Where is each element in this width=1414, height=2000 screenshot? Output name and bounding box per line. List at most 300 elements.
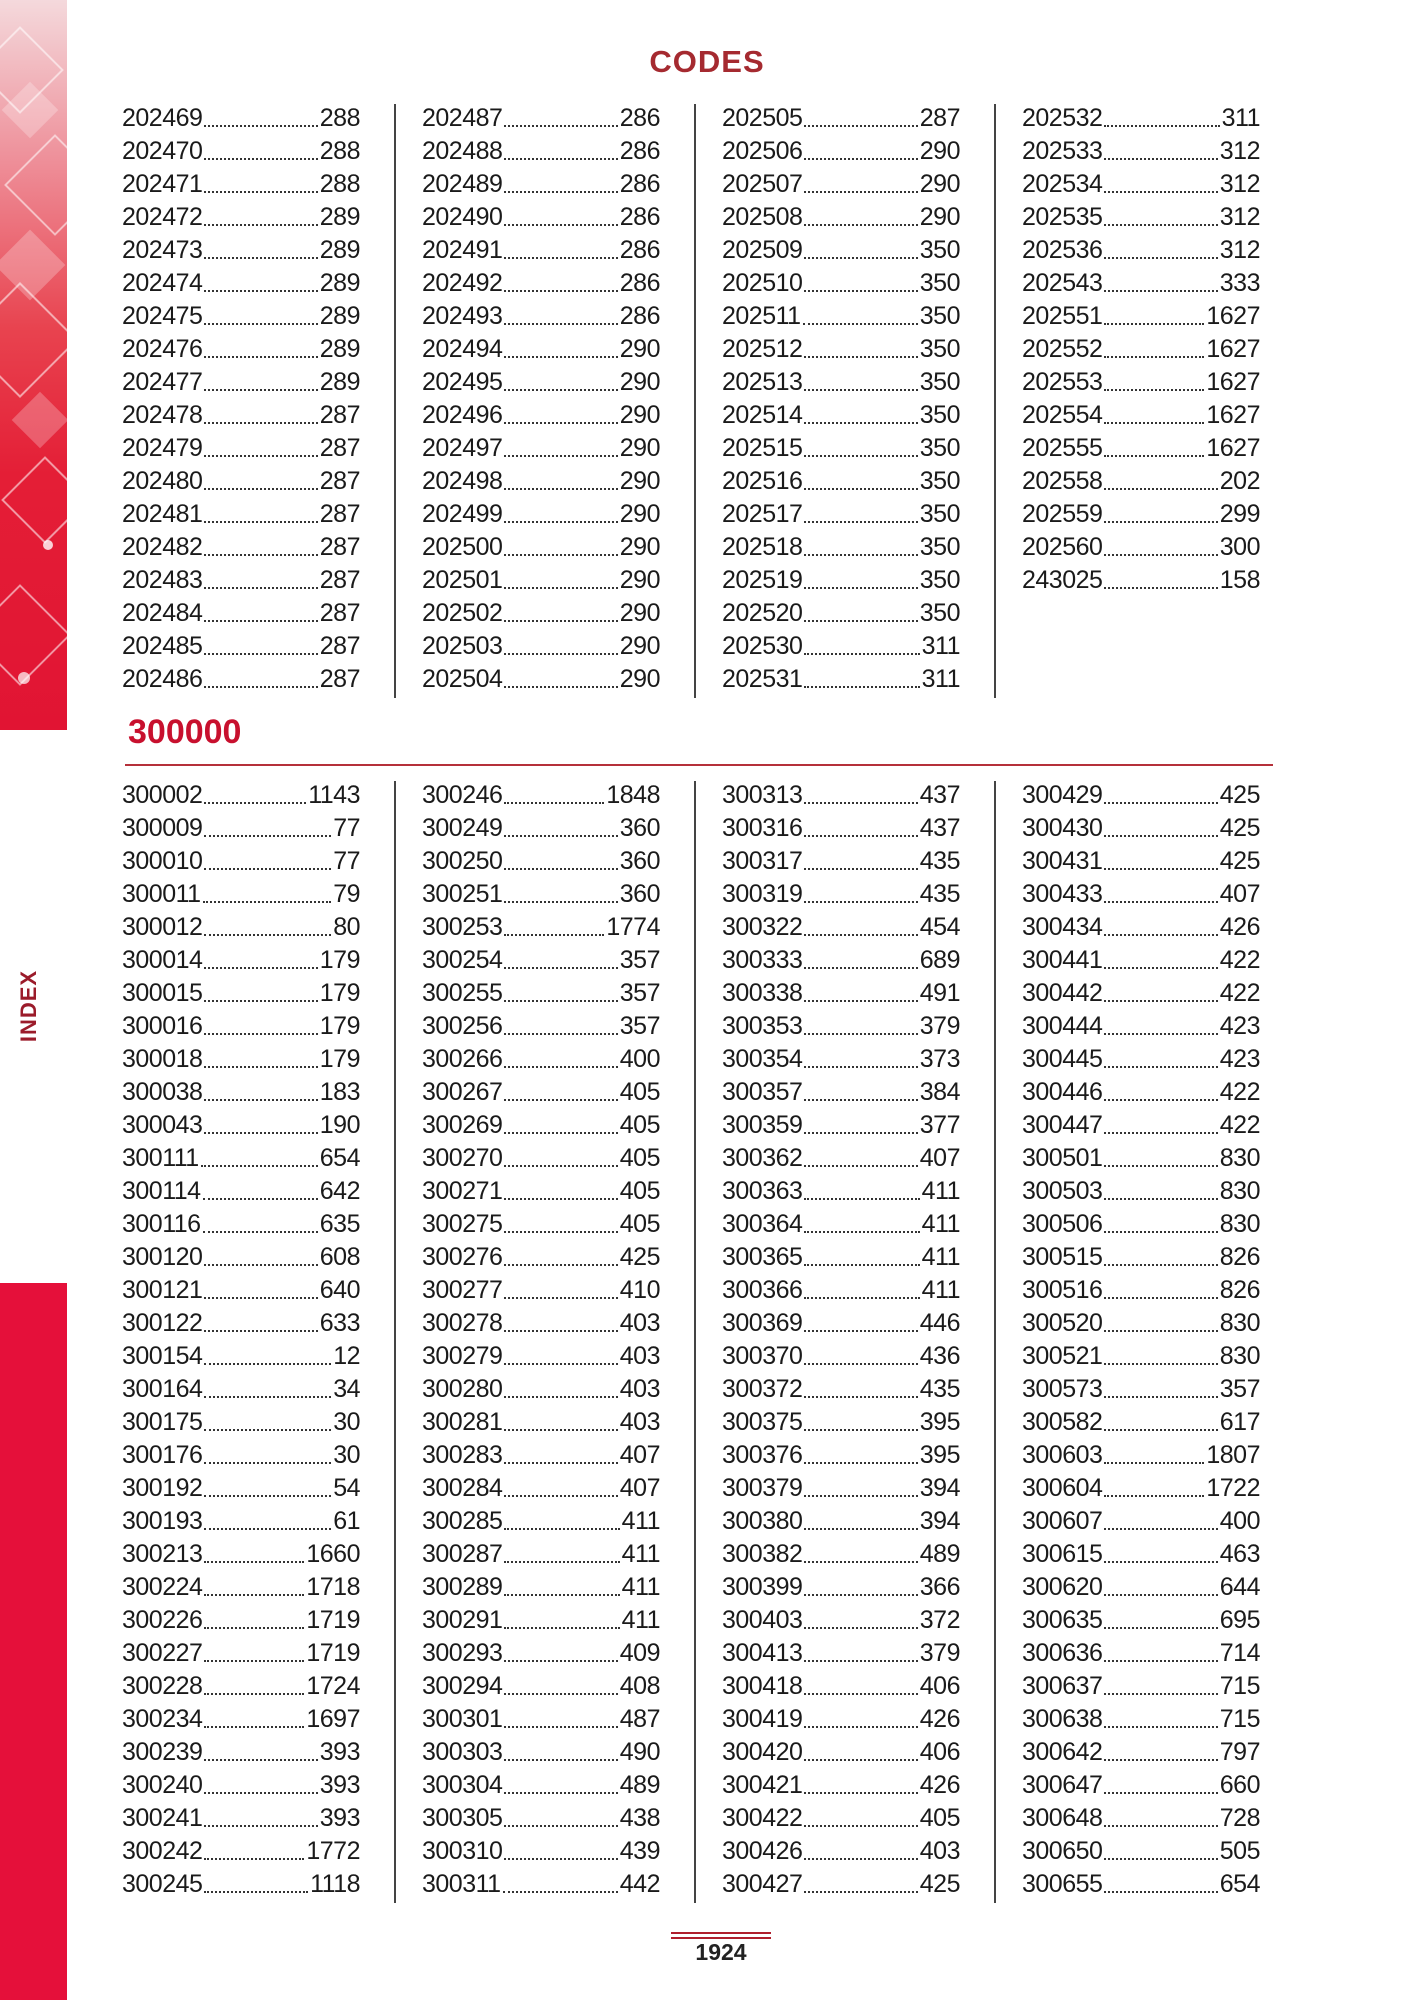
page-reference: 300 (1219, 533, 1260, 561)
index-entry (122, 399, 360, 432)
dot-leader (504, 1858, 617, 1860)
dot-leader (204, 554, 317, 556)
page-reference: 287 (319, 533, 360, 561)
product-code: 300267 (422, 1078, 503, 1106)
product-code: 300254 (422, 946, 503, 974)
page-reference: 357 (619, 979, 660, 1007)
page-reference: 617 (1219, 1408, 1260, 1436)
product-code: 300365 (722, 1243, 803, 1271)
page-reference: 30 (333, 1441, 360, 1469)
index-entry (1022, 1010, 1260, 1043)
dot-leader (204, 1330, 317, 1332)
index-entry (122, 1835, 360, 1868)
product-code: 300310 (422, 1837, 503, 1865)
product-code: 300164 (122, 1375, 203, 1403)
index-entry (422, 234, 660, 267)
page-reference: 425 (1219, 847, 1260, 875)
index-entry (122, 597, 360, 630)
dot-leader (503, 1891, 618, 1893)
product-code: 202503 (422, 632, 503, 660)
dot-leader (504, 802, 604, 804)
index-entry (422, 977, 660, 1010)
index-entry (422, 1274, 660, 1307)
page-reference: 1772 (306, 1837, 360, 1865)
product-code: 300427 (722, 1870, 803, 1898)
dot-leader (804, 422, 917, 424)
product-code: 202488 (422, 137, 503, 165)
product-code: 300242 (122, 1837, 203, 1865)
index-entry (422, 597, 660, 630)
dot-leader (504, 1033, 617, 1035)
dot-leader (804, 967, 917, 969)
product-code: 300239 (122, 1738, 203, 1766)
index-entry (722, 465, 960, 498)
index-entry (1022, 399, 1260, 432)
index-entry (722, 1076, 960, 1109)
index-entry (122, 630, 360, 663)
index-entry (1022, 1274, 1260, 1307)
dot-leader (1104, 901, 1217, 903)
index-entry (122, 1109, 360, 1142)
page-reference: 357 (1219, 1375, 1260, 1403)
page-reference: 422 (1219, 946, 1260, 974)
index-entry (122, 779, 360, 812)
page-reference: 490 (619, 1738, 660, 1766)
index-entry (122, 878, 360, 911)
index-entry (422, 1109, 660, 1142)
product-code: 300442 (1022, 979, 1103, 1007)
dot-leader (804, 868, 917, 870)
dot-leader (804, 1891, 917, 1893)
page-reference: 290 (619, 335, 660, 363)
index-column (422, 779, 660, 1901)
product-code: 202512 (722, 335, 803, 363)
page-reference: 350 (919, 368, 960, 396)
dot-leader (804, 1594, 917, 1596)
index-entry (422, 399, 660, 432)
product-code: 300283 (422, 1441, 503, 1469)
product-code: 300642 (1022, 1738, 1103, 1766)
page-reference: 379 (919, 1639, 960, 1667)
index-entry (722, 201, 960, 234)
page-reference: 312 (1219, 170, 1260, 198)
product-code: 300305 (422, 1804, 503, 1832)
product-code: 300270 (422, 1144, 503, 1172)
dot-leader (504, 1594, 619, 1596)
dot-leader (204, 158, 317, 160)
product-code: 300506 (1022, 1210, 1103, 1238)
index-entry (122, 333, 360, 366)
index-entry (422, 465, 660, 498)
index-entry (722, 1043, 960, 1076)
index-entry (722, 531, 960, 564)
dot-leader (204, 1627, 304, 1629)
dot-leader (504, 686, 617, 688)
page-reference: 695 (1219, 1606, 1260, 1634)
index-entry (1022, 977, 1260, 1010)
product-code: 300011 (122, 880, 201, 908)
dot-leader (204, 1693, 304, 1695)
product-code: 300294 (422, 1672, 503, 1700)
dot-leader (1104, 1429, 1217, 1431)
page-reference: 77 (333, 814, 360, 842)
product-code: 202497 (422, 434, 503, 462)
dot-leader (504, 1396, 617, 1398)
page-reference: 411 (921, 1210, 960, 1238)
dot-leader (804, 1198, 919, 1200)
column-separator (694, 781, 696, 1903)
page-reference: 286 (619, 269, 660, 297)
page-reference: 797 (1219, 1738, 1260, 1766)
dot-leader (804, 1264, 919, 1266)
product-code: 300418 (722, 1672, 803, 1700)
product-code: 202490 (422, 203, 503, 231)
index-entry (122, 1538, 360, 1571)
index-entry (1022, 135, 1260, 168)
dot-leader (1104, 422, 1204, 424)
index-entry (422, 812, 660, 845)
page-reference: 290 (619, 434, 660, 462)
dot-leader (1104, 1297, 1217, 1299)
product-code: 300650 (1022, 1837, 1103, 1865)
dot-leader (204, 686, 317, 688)
dot-leader (204, 1561, 304, 1563)
index-entry (722, 1637, 960, 1670)
product-code: 300122 (122, 1309, 203, 1337)
product-code: 300447 (1022, 1111, 1103, 1139)
dot-leader (804, 802, 917, 804)
index-entry (722, 630, 960, 663)
dot-leader (804, 1363, 917, 1365)
index-entry (422, 1868, 660, 1901)
page-reference: 350 (919, 467, 960, 495)
product-code: 300255 (422, 979, 503, 1007)
dot-leader (1104, 191, 1217, 193)
dot-leader (504, 1264, 617, 1266)
dot-leader (204, 422, 317, 424)
index-entry (422, 102, 660, 135)
index-entry (1022, 498, 1260, 531)
index-entry (722, 1868, 960, 1901)
page-reference: 350 (919, 401, 960, 429)
page-reference: 608 (319, 1243, 360, 1271)
product-code: 300363 (722, 1177, 803, 1205)
index-entry (422, 498, 660, 531)
dot-leader (1104, 587, 1217, 589)
page-reference: 446 (919, 1309, 960, 1337)
index-entry (1022, 168, 1260, 201)
index-entry (1022, 1571, 1260, 1604)
page-reference: 438 (619, 1804, 660, 1832)
dot-leader (504, 455, 617, 457)
index-entry (722, 102, 960, 135)
product-code: 300287 (422, 1540, 503, 1568)
product-code: 202513 (722, 368, 803, 396)
dot-leader (504, 1561, 619, 1563)
index-entry (722, 1439, 960, 1472)
page-reference: 350 (919, 335, 960, 363)
dot-leader (204, 290, 317, 292)
page-reference: 287 (319, 599, 360, 627)
index-entry (122, 1076, 360, 1109)
index-entry (422, 1241, 660, 1274)
dot-leader (204, 1594, 304, 1596)
page-reference: 179 (319, 979, 360, 1007)
dot-leader (1104, 158, 1217, 160)
product-code: 300426 (722, 1837, 803, 1865)
page-reference: 1627 (1206, 302, 1260, 330)
product-code: 300316 (722, 814, 803, 842)
product-code: 300322 (722, 913, 803, 941)
dot-leader (1104, 1099, 1217, 1101)
index-entry (1022, 1439, 1260, 1472)
dot-leader (804, 290, 917, 292)
dot-leader (1104, 1231, 1217, 1233)
dot-leader (204, 455, 317, 457)
index-entry (1022, 1604, 1260, 1637)
index-entry (722, 564, 960, 597)
product-code: 202554 (1022, 401, 1103, 429)
product-code: 300313 (722, 781, 803, 809)
index-entry (722, 1373, 960, 1406)
page-reference: 350 (919, 269, 960, 297)
page-reference: 311 (921, 665, 960, 693)
index-column (122, 779, 360, 1901)
column-separator (994, 781, 996, 1903)
index-entry (422, 1571, 660, 1604)
index-entry (422, 845, 660, 878)
page-reference: 360 (619, 880, 660, 908)
page-reference: 179 (319, 1012, 360, 1040)
product-code: 300154 (122, 1342, 203, 1370)
page-reference: 80 (333, 913, 360, 941)
product-code: 300279 (422, 1342, 503, 1370)
dot-leader (804, 1858, 917, 1860)
index-entry (722, 1769, 960, 1802)
page-reference: 411 (621, 1573, 660, 1601)
dot-leader (1104, 1132, 1217, 1134)
product-code: 300441 (1022, 946, 1103, 974)
dot-leader (804, 488, 917, 490)
product-code: 202531 (722, 665, 803, 693)
dot-leader (804, 587, 917, 589)
dot-leader (804, 224, 917, 226)
index-entry (722, 1010, 960, 1043)
index-entry (722, 779, 960, 812)
page-reference: 288 (319, 137, 360, 165)
dot-leader (504, 967, 617, 969)
product-code: 300364 (722, 1210, 803, 1238)
dot-leader (204, 356, 317, 358)
product-code: 202560 (1022, 533, 1103, 561)
page-reference: 350 (919, 434, 960, 462)
product-code: 300376 (722, 1441, 803, 1469)
dot-leader (504, 323, 617, 325)
page-reference: 289 (319, 203, 360, 231)
dot-leader (504, 587, 617, 589)
dot-leader (804, 1792, 917, 1794)
product-code: 202510 (722, 269, 803, 297)
index-entry (722, 399, 960, 432)
dot-leader (1104, 455, 1204, 457)
page-reference: 1724 (306, 1672, 360, 1700)
product-code: 300120 (122, 1243, 203, 1271)
page-reference: 411 (621, 1540, 660, 1568)
index-entry (422, 779, 660, 812)
dot-leader (1104, 125, 1219, 127)
dot-leader (804, 1528, 917, 1530)
index-entry (422, 1835, 660, 1868)
index-entry (422, 1505, 660, 1538)
dot-leader (504, 125, 617, 127)
page-reference: 360 (619, 814, 660, 842)
page-reference: 350 (919, 236, 960, 264)
page-reference: 333 (1219, 269, 1260, 297)
page-reference: 394 (919, 1474, 960, 1502)
index-column (1022, 779, 1260, 1901)
page-reference: 290 (619, 500, 660, 528)
page-reference: 487 (619, 1705, 660, 1733)
dot-leader (204, 1264, 317, 1266)
dot-leader (804, 1000, 917, 1002)
page-reference: 30 (333, 1408, 360, 1436)
product-code: 202534 (1022, 170, 1103, 198)
index-entry (722, 1604, 960, 1637)
page-reference: 826 (1219, 1243, 1260, 1271)
page-reference: 350 (919, 599, 960, 627)
dot-leader (204, 1066, 317, 1068)
index-entry (422, 1472, 660, 1505)
index-entry (1022, 1736, 1260, 1769)
index-entry (122, 465, 360, 498)
product-code: 300516 (1022, 1276, 1103, 1304)
product-code: 300002 (122, 781, 203, 809)
product-code: 300382 (722, 1540, 803, 1568)
dot-leader (204, 587, 317, 589)
page-reference: 435 (919, 1375, 960, 1403)
index-entry (1022, 1637, 1260, 1670)
product-code: 300111 (122, 1144, 199, 1172)
index-entry (122, 1439, 360, 1472)
product-code: 202536 (1022, 236, 1103, 264)
page-reference: 290 (619, 566, 660, 594)
page-reference: 435 (919, 847, 960, 875)
page-reference: 411 (621, 1606, 660, 1634)
index-entry (122, 1340, 360, 1373)
page-reference: 290 (619, 665, 660, 693)
product-code: 300276 (422, 1243, 503, 1271)
index-entry (722, 1109, 960, 1142)
dot-leader (1104, 1693, 1217, 1695)
dot-leader (504, 653, 617, 655)
index-entry (122, 201, 360, 234)
page-reference: 1660 (306, 1540, 360, 1568)
product-code: 202469 (122, 104, 203, 132)
page-reference: 395 (919, 1408, 960, 1436)
dot-leader (203, 901, 332, 903)
dot-leader (804, 356, 917, 358)
product-code: 300234 (122, 1705, 203, 1733)
dot-leader (504, 934, 604, 936)
index-entry (122, 1703, 360, 1736)
index-entry (422, 531, 660, 564)
page-reference: 1718 (306, 1573, 360, 1601)
index-entry (722, 1142, 960, 1175)
product-code: 300431 (1022, 847, 1103, 875)
dot-leader (204, 1000, 317, 1002)
dot-leader (1104, 554, 1217, 556)
product-code: 300249 (422, 814, 503, 842)
product-code: 300501 (1022, 1144, 1103, 1172)
index-entry (422, 564, 660, 597)
index-entry (1022, 333, 1260, 366)
index-entry (422, 1538, 660, 1571)
product-code: 202558 (1022, 467, 1103, 495)
product-code: 300413 (722, 1639, 803, 1667)
page-reference: 289 (319, 368, 360, 396)
index-entry (1022, 1472, 1260, 1505)
dot-leader (504, 1495, 617, 1497)
page-reference: 830 (1219, 1309, 1260, 1337)
dot-leader (804, 125, 917, 127)
index-entry (122, 168, 360, 201)
page-reference: 633 (319, 1309, 360, 1337)
product-code: 202501 (422, 566, 503, 594)
product-code: 300403 (722, 1606, 803, 1634)
dot-leader (204, 1363, 331, 1365)
product-code: 300241 (122, 1804, 203, 1832)
product-code: 300114 (122, 1177, 201, 1205)
dot-leader (204, 1495, 331, 1497)
page-reference: 290 (919, 170, 960, 198)
product-code: 202483 (122, 566, 203, 594)
product-code: 300573 (1022, 1375, 1103, 1403)
page-reference: 299 (1219, 500, 1260, 528)
index-entry (122, 267, 360, 300)
product-code: 300226 (122, 1606, 203, 1634)
index-entry (1022, 1505, 1260, 1538)
page-reference: 1807 (1206, 1441, 1260, 1469)
dot-leader (204, 125, 317, 127)
dot-leader (504, 1660, 617, 1662)
page-reference: 442 (619, 1870, 660, 1898)
index-entry (122, 1637, 360, 1670)
index-entry (422, 663, 660, 696)
index-entry (422, 1769, 660, 1802)
index-entry (1022, 201, 1260, 234)
page-reference: 826 (1219, 1276, 1260, 1304)
page-reference: 422 (1219, 1078, 1260, 1106)
product-code: 300192 (122, 1474, 203, 1502)
page-reference: 357 (619, 1012, 660, 1040)
page-reference: 715 (1219, 1705, 1260, 1733)
page-reference: 437 (919, 781, 960, 809)
index-entry (722, 234, 960, 267)
dot-leader (804, 686, 919, 688)
page-reference: 1627 (1206, 401, 1260, 429)
product-code: 300018 (122, 1045, 203, 1073)
dot-leader (1104, 1066, 1217, 1068)
product-code: 202484 (122, 599, 203, 627)
page-reference: 423 (1219, 1012, 1260, 1040)
product-code: 202518 (722, 533, 803, 561)
page-reference: 644 (1219, 1573, 1260, 1601)
page-reference: 406 (919, 1738, 960, 1766)
index-entry (422, 1373, 660, 1406)
page-reference: 403 (619, 1375, 660, 1403)
page-reference: 54 (333, 1474, 360, 1502)
dot-leader (1104, 1660, 1217, 1662)
